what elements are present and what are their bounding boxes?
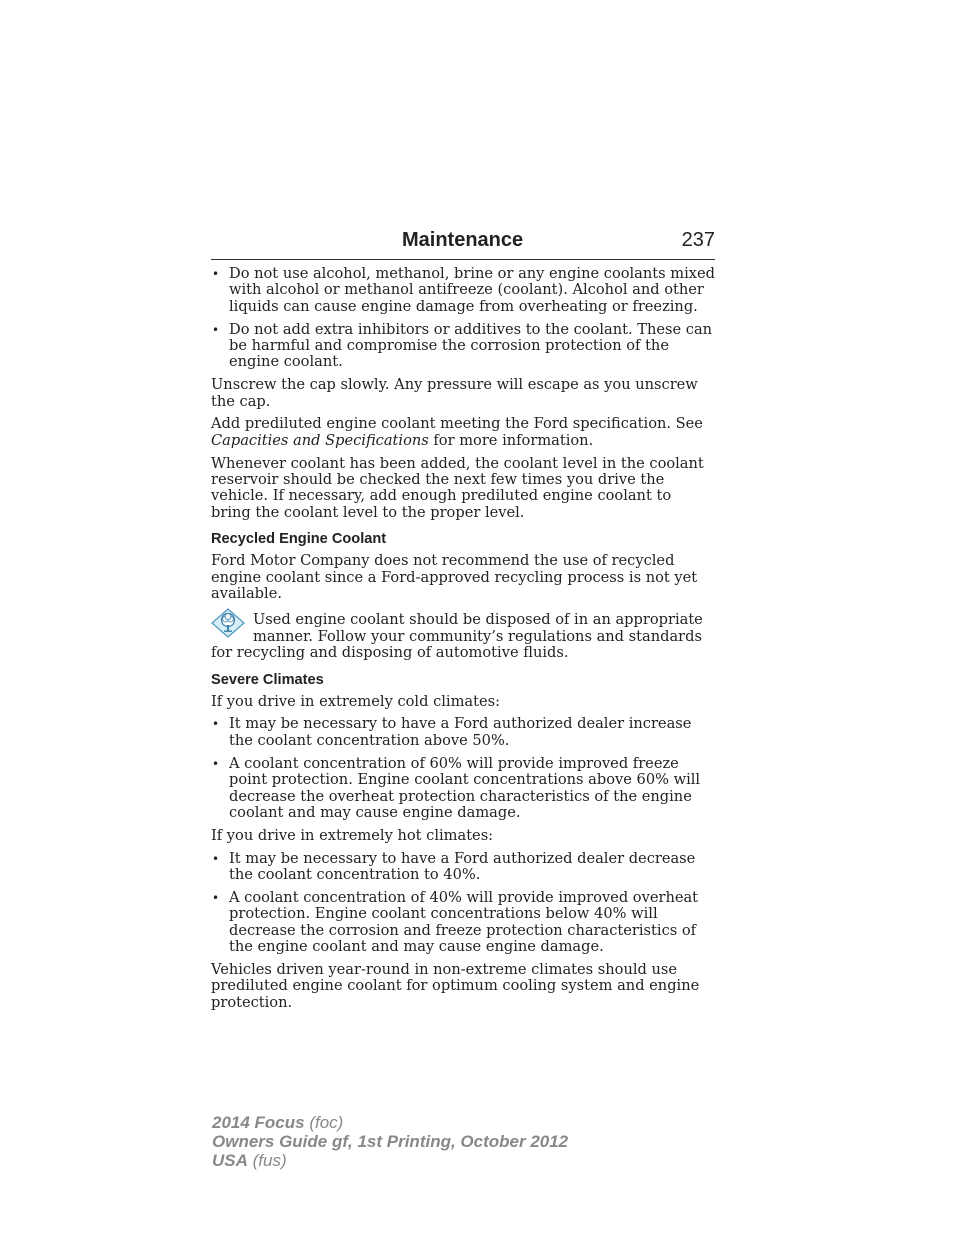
page-content — [211, 266, 715, 1017]
page-number: 237 — [681, 229, 715, 251]
footer-line-printing: Owners Guide gf, 1st Printing, October 2012 — [212, 1132, 569, 1151]
paragraph-unscrew: Unscrew the cap slowly. Any pressure will escape as you unscrew the cap. — [211, 376, 698, 410]
bullet-list-coolant-warnings — [211, 266, 715, 371]
text: Add prediluted engine coolant meeting the Ford specification. See — [211, 415, 703, 433]
footer-model: 2014 Focus — [212, 1113, 305, 1132]
list-item: • Do not use alcohol, methanol, brine or any engine coolants mixed with alcohol or methanol antifreeze (coolant). Alcohol and other liquids can cause engine damage from overheating or freezing. — [211, 266, 715, 315]
footer-market-code: (fus) — [247, 1151, 287, 1170]
bullet-list-hot — [211, 851, 715, 956]
list-item: • Do not add extra inhibitors or additives to the coolant. These can be harmful and compromise the corrosion protection of the engine coolant. — [211, 322, 715, 371]
tree-icon — [211, 608, 245, 638]
cross-reference: Capacities and Specifications — [211, 431, 429, 449]
paragraph-eco: Used engine coolant should be disposed of in an appropriate manner. Follow your community’s regulations and standards for recycling and disposing of automotive fluids. — [211, 611, 703, 662]
footer-model-code: (foc) — [304, 1113, 344, 1132]
paragraph-recycled: Ford Motor Company does not recommend the use of recycled engine coolant since a Ford-approved recycling process is not yet available. — [211, 552, 698, 603]
list-item: • It may be necessary to have a Ford authorized dealer decrease the coolant concentration to 40%. — [211, 851, 715, 884]
footer-line-model — [212, 1113, 568, 1132]
paragraph-cold: If you drive in extremely cold climates: — [211, 692, 501, 710]
list-item: • A coolant concentration of 40% will provide improved overheat protection. Engine coolant concentrations below 40% will decrease the corrosion and freeze protection characteristics of the engine coolant and may cause engine damage. — [211, 890, 715, 956]
footer-line-market — [212, 1151, 568, 1170]
environment-note — [211, 612, 715, 661]
paragraph-vehicles: Vehicles driven year-round in non-extreme climates should use prediluted engine coolant for optimum cooling system and engine protection. — [211, 960, 700, 1011]
page-header — [211, 229, 715, 260]
paragraph-hot: If you drive in extremely hot climates: — [211, 826, 494, 844]
list-item: • It may be necessary to have a Ford authorized dealer increase the coolant concentration above 50%. — [211, 716, 715, 749]
section-title: Maintenance — [402, 229, 524, 251]
heading-recycled-coolant: Recycled Engine Coolant — [211, 531, 387, 548]
footer-market: USA — [212, 1151, 248, 1170]
paragraph-whenever: Whenever coolant has been added, the coolant level in the coolant reservoir should be checked the next few times you drive the vehicle. If necessary, add enough prediluted engine coolant to bring the coolant level to the proper level. — [211, 454, 704, 521]
paragraph-add-coolant — [211, 416, 715, 449]
text: for more information. — [428, 431, 594, 449]
heading-severe-climates: Severe Climates — [211, 671, 324, 688]
list-item: • A coolant concentration of 60% will provide improved freeze point protection. Engine coolant concentrations above 60% will decrease the overheat protection characteristics of the engine coolant and may cause engine damage. — [211, 756, 715, 822]
bullet-list-cold — [211, 716, 715, 821]
page-footer — [212, 1113, 568, 1170]
